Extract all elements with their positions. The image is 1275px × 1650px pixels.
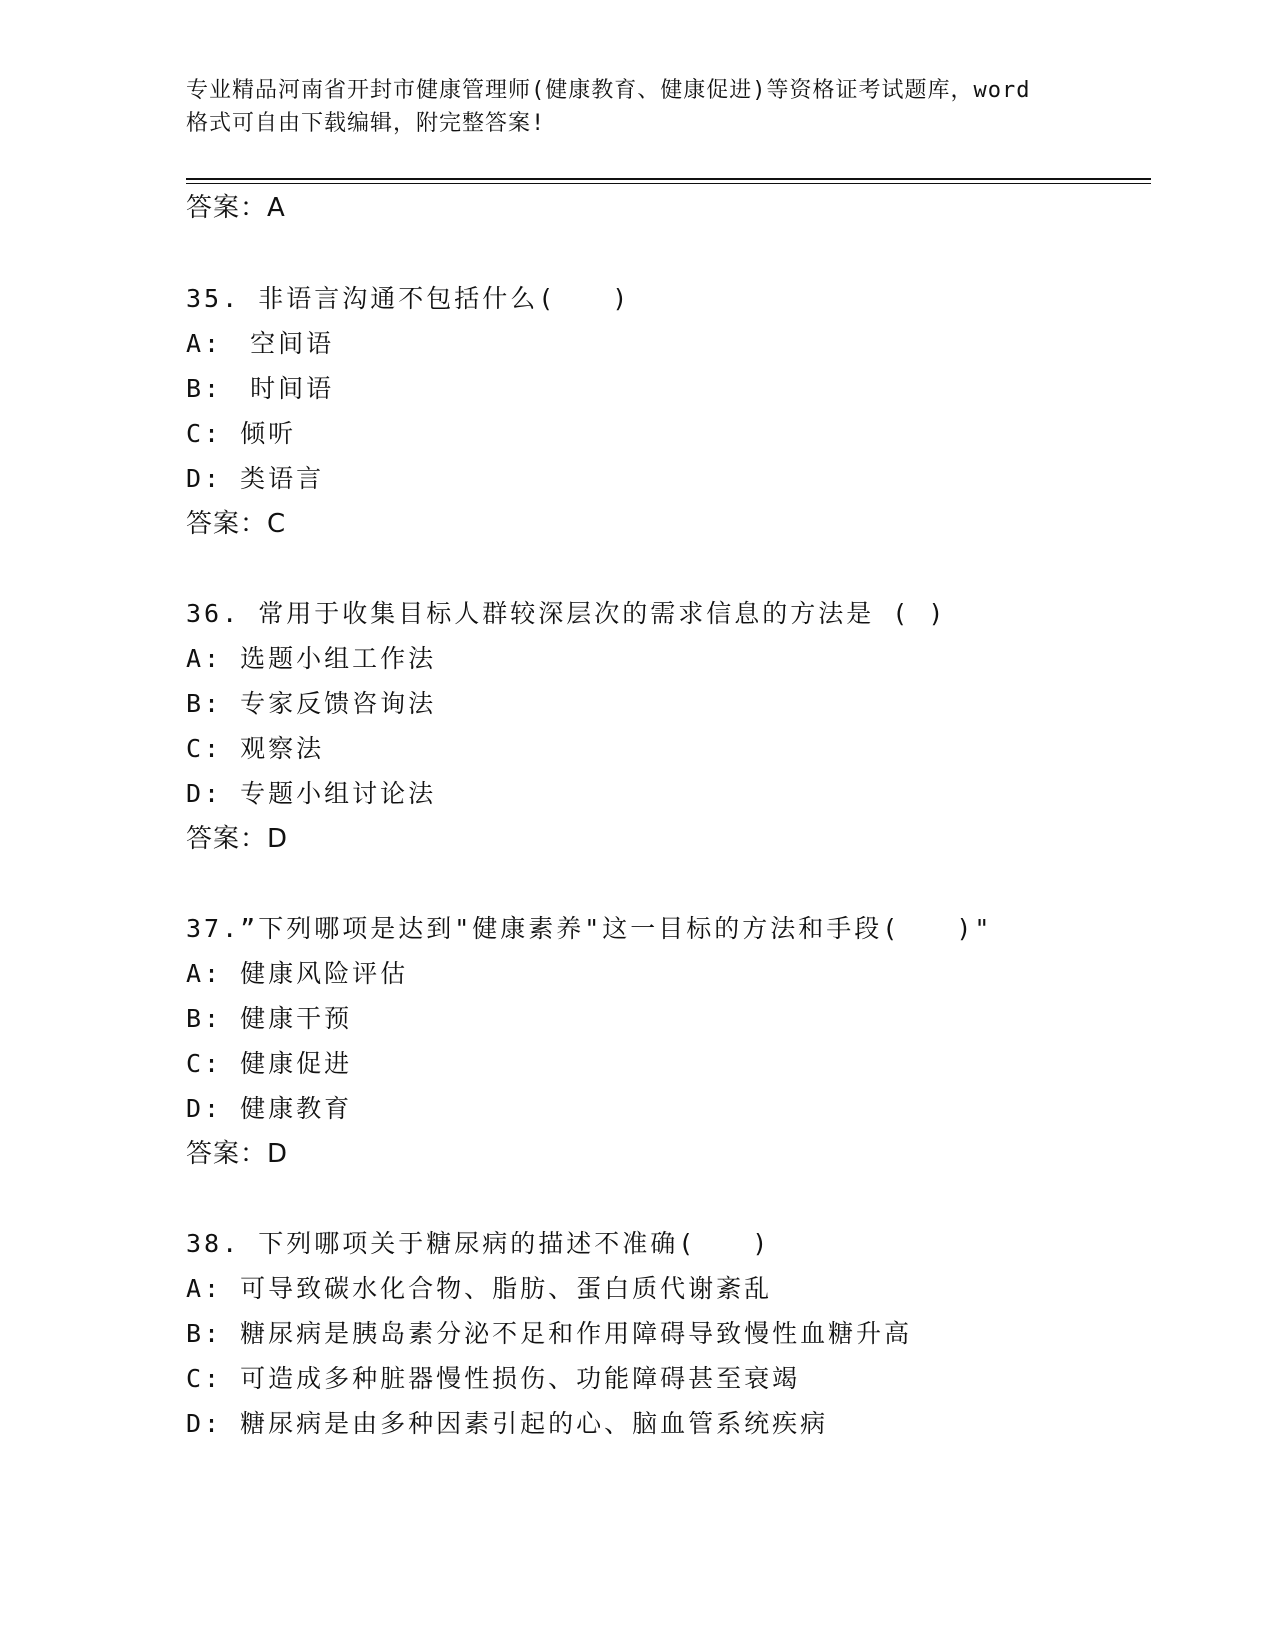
answer-line: 答案：D (186, 824, 289, 854)
answer-line: 答案：A (186, 193, 286, 223)
answer-line: 答案：D (186, 1139, 289, 1169)
option-c: C: 可造成多种脏器慢性损伤、功能障碍甚至衰竭 (186, 1364, 801, 1393)
option-c: C: 观察法 (186, 734, 325, 763)
question-stem: 35. 非语言沟通不包括什么( ) (186, 284, 631, 313)
option-b: B: 健康干预 (186, 1004, 353, 1033)
option-b: B: 时间语 (186, 374, 335, 403)
option-d: D: 健康教育 (186, 1094, 353, 1123)
option-a: A: 可导致碳水化合物、脂肪、蛋白质代谢紊乱 (186, 1274, 773, 1303)
option-a: A: 选题小组工作法 (186, 644, 437, 673)
option-b: B: 糖尿病是胰岛素分泌不足和作用障碍导致慢性血糖升高 (186, 1319, 913, 1348)
header-line-1: 专业精品河南省开封市健康管理师(健康教育、健康促进)等资格证考试题库，word (186, 78, 1031, 103)
option-c: C: 倾听 (186, 419, 297, 448)
answer-line: 答案：C (186, 509, 287, 539)
option-c: C: 健康促进 (186, 1049, 353, 1078)
header-line-2: 格式可自由下载编辑，附完整答案! (186, 111, 546, 136)
option-d: D: 类语言 (186, 464, 325, 493)
document-header (186, 74, 1086, 140)
option-d: D: 专题小组讨论法 (186, 779, 437, 808)
option-a: A: 空间语 (186, 329, 335, 358)
header-divider (186, 178, 1151, 180)
question-stem: 37.”下列哪项是达到"健康素养"这一目标的方法和手段( )" (186, 914, 993, 943)
option-d: D: 糖尿病是由多种因素引起的心、脑血管系统疾病 (186, 1409, 829, 1438)
question-stem: 38. 下列哪项关于糖尿病的描述不准确( ) (186, 1229, 771, 1258)
option-b: B: 专家反馈咨询法 (186, 689, 437, 718)
header-divider-thin (186, 183, 1151, 184)
question-stem: 36. 常用于收集目标人群较深层次的需求信息的方法是 ( ) (186, 599, 947, 628)
option-a: A: 健康风险评估 (186, 959, 409, 988)
